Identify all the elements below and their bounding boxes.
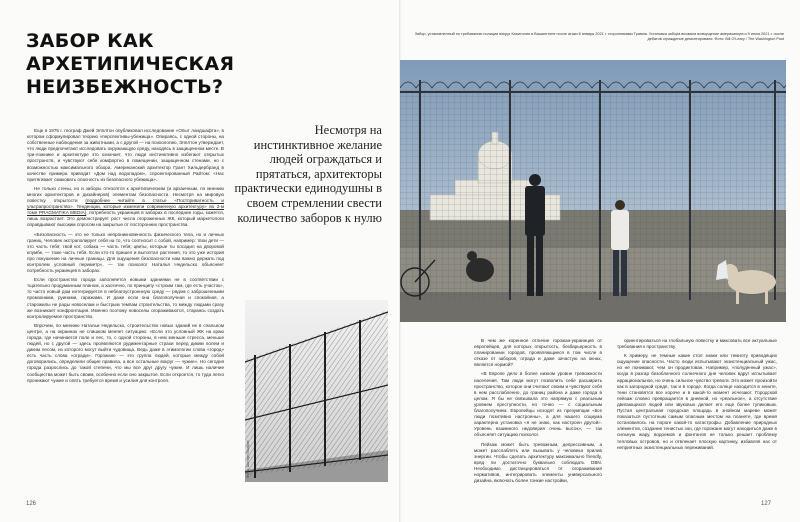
capitol-photo-graphic [400, 60, 786, 322]
right-column-b [617, 338, 777, 454]
paragraph: Пейзаж может быть тревожным, депрессивным, а может расслаблять или вызывать у человека прилив энергии. Чтобы сделать архитектуру максимально friendly, вряд ли достаточно буквально соблюдать DBN. Необходимо дистанцироваться от огораживания нормативов, интегрировать элементы универсального дизайна, включать более тонкие настройки, [474, 441, 602, 484]
fence-photo [245, 300, 388, 482]
page-number-right: 127 [761, 501, 772, 507]
paragraph: «Безопасность — это не только непроникновенность физического тела, но и личных границ. Человек экстраполирует себя на то, что соотносит с собой, например: твои дети — это часть тебя; твой кот, собака — часть тебя; цветы, которые ты посадил на дворовой клумбе, — тоже часть тебя. Если кто-то пришел и вытоптал растения, то это уже история про покушение на личные границы. Для ощущения безопасности нам важно держать под контролем условный периметр», — так психолог Наталья Недельско объясняет потребность украинцев в заборах. [27, 231, 224, 274]
paragraph: Еще в 1975 г. географ Джей Эпплтон опубликовал исследование «Опыт ландшафта», в котором сформулировал теорию «перспективы-убежища». Опираясь, с одной стороны, на собственные наблюдения за животными, а с другой — на психологию, Эпплтон утверждает, что люди предпочитают исследовать окружающую среду, находясь в защищенном месте. В три-ложнике и архитектуре это означает, что люди инстинктивно избегают открытых пространств, и чувствуют себя комфортно в помещении, защищенном стенами, но с возможностью максимального обзора. Американский архитектор Грант Хильдербранд в качестве примера приводит «Дом над водопадом», спроектированный Райтом: «Нас притягивает смаковать опасность из безопасного убежища». [27, 128, 224, 182]
paragraph: Если пространство города заполняется новыми зданиями не в соответствии с тщательно продуманным планом, а хаотично, по принципу «строим там, где есть участок», то часто новый дом интегрируется в неблагоустроенную среду — рядом с заброшенными промзонами, руинами, гаражами. И даже если она благополучная и спокойная, а старожилы не рады новоселам и быстрым темпам строительства, то между людьми сразу же возникает конфронтация. Именно поэтому новоселы огораживаются, стараясь создать контролируемое пространство. [27, 277, 224, 319]
photo-caption: Забор, установленный по требованию полиции вокруг Капитолия в Вашингтоне после атаки 6 января 2021 г. сторонниками Трампа. Установка забора вызвала возмущение американцев и 9 июля 2021 г. после дебатов ограждение демонтировали. Фото: Bill O’Leary / The Washington Post [414, 32, 784, 41]
fence-photo-graphic [245, 300, 388, 482]
reference-link[interactable]: (подробнее читайте в статье «Постприватность и ультрапространство». Тенденции, которые изменили современную архитектуру» во 2-м томе PRAGMATIKA MEDIA) [27, 198, 224, 216]
paragraph-text: Не только стены, но и заборы относятся к архетипическим (и архаичным, по мнению многих архитекторов и дизайнеров) элементам безопасности. Несмотря на мировую повестку открытости [27, 185, 224, 204]
left-column [27, 128, 224, 387]
page-number-left: 126 [26, 501, 37, 507]
paragraph: В чем же коренное отличие горожан-украинцев от европейцев, для которых открытость, безбарьерность в планировании городов, проявляющиеся в том числе в отказе от заборов, ограда и даже зачастую на окнах, является нормой? [474, 338, 602, 368]
paragraph: ориентироваться на глобальную повестку и миксовать все актуальные требования к пространству. [617, 338, 777, 350]
paragraph [27, 186, 224, 229]
paragraph: Впрочем, по мнению Натальи Недельско, строительство новых зданий не в спальном центре, а на окраинах не слишком меняет ситуацию: «Если это условный ЖК на краю города, где начинается поле и лес, то, с одной стороны, в нем меньше стресса, меньше людей, но с другой — здесь проявляются рудиментарные страхи перед диким полем и диким лесом, из которого могут выйти чудовища. Ведь даже в этимологии слова «город» есть часть слова «огради». Горожане — это группа людей, которые между собой договорились, определили общие правила, а все остальные вокруг — чужие». Но сегодня города разрослись до такой степени, что мы все друг другу чужие. И лишь наличие сообщества может быть своим, особенно если оно закрытое. Если откроется, то туда легко проникают чужие и опять требуется время и усилия для контроля. [27, 322, 224, 383]
pull-quote: Несмотря на инстинктивное желание людей ограждаться и прятаться, архитекторы практически единодушны в своем стремлении свести количество заборов к нулю [234, 123, 382, 225]
capitol-photo [400, 60, 786, 322]
photo-credit: Фото: Шаторт/Scalpel [246, 440, 250, 478]
right-column-a [474, 338, 602, 487]
paragraph: К примеру, не темные какие стол знаки или темноту приводящих ощущение опасности. Часто люди испытывают экзистенциальный ужас, но не понимают, чем он продиктован. Например, «полуденный ужас», когда в разгар безоблачного солнечного дня человек вдруг испытывает иррациональное, но очень сильное чувство тревоги. Это может произойти как в загородной среде, так и в городе. Когда солнце находится в зените, тени становятся все короче и в какой-то момент исчезают. Городской пейзаж словно превращается в дневной, но «реальное», а отсутствие двигающихся людей или звуковых делает его еще более тупиковым. Пустая центральная городская площадь в знойном мареве может показаться пустотным самым опасным местом на планете, где время остановилось на пороге какой-то катастрофы. Добавление природных элементов, создание тенистых зон, где горожане могут находиться даже в сильную жару, водоемов и фонтанов не только решает проблему тепловых островов, но и отвлекает плоскую картинку, избавляя нас от неприятных экзистенциальных переживаний. [617, 353, 777, 450]
paragraph: «В Европе дело в более низком уровне тревожности населения. Там люди могут позволить себе расширить пространство, которое они считают своим и чувствуют себя в нем расслабленно, до границ района и даже города в целом. Я бы не связывала это напрямую с реальным уровнем преступности, но точно — с социальным благополучием. Европейцы исходят из презумпции «все люди позитивно настроены», а для нашего социума характерна установка «я не знаю, как настроен другой». Уровень взаимного недоверия очень высок», — так объясняет ситуацию психолог. [474, 371, 602, 438]
paragraph-text: , потребность украинцев в заборах в последние годы, кажется, лишь возрастает. Это демонстрирует рост числа огороженных ЖК, который маркетологи оправдывают высоким спросом на закрытые от посторонних пространства. [27, 210, 224, 228]
article-title: ЗАБОР КАК АРХЕТИПИЧЕСКАЯ НЕИЗБЕЖНОСТЬ? [26, 30, 235, 98]
